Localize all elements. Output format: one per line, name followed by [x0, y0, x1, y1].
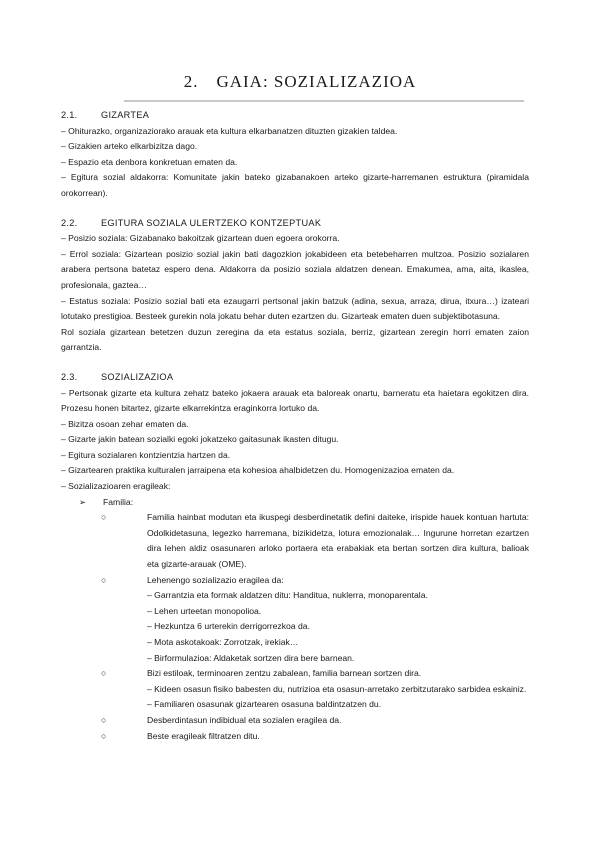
familia-label: Familia:	[103, 496, 134, 507]
title-number: 2.	[183, 72, 199, 91]
document-body	[61, 108, 529, 758]
sublist-item-text: Beste eragileak filtratzen ditu.	[147, 730, 260, 741]
list-item: – Posizio soziala: Gizabanako bakoitzak gizartean duen egoera orokorra.	[61, 233, 340, 244]
circle-bullet-icon: ○	[101, 574, 107, 585]
circle-bullet-icon: ○	[101, 714, 107, 725]
nested-item: – Lehen urteetan monopolioa.	[147, 605, 262, 616]
section-sozializazioa	[61, 370, 529, 744]
sublist-item-text: Desberdintasun indibidual eta sozialen eragilea da.	[147, 714, 342, 725]
nested-item: – Kideen osasun fisiko babesten du, nutrizioa eta osasun-arretako zerbitzutarako sarbidea eskainiz.	[147, 683, 527, 694]
nested-item: – Familiaren osasunak gizartearen osasuna baldintzatzen du.	[147, 699, 382, 710]
section-number: 2.3.	[61, 371, 78, 382]
circle-bullet-icon: ○	[101, 512, 107, 523]
list-item: – Estatus soziala: Posizio sozial bati eta ezaugarri pertsonal jakin batzuk (adina, sexua, arraza, dirua, itxura…) izateari lotutako prestigioa. Besteek gurekin nola jokatu behar duten ezartzen du. Gizarteak ematen duen subjektibotasuna.	[61, 295, 529, 322]
section-title: GIZARTEA	[101, 110, 150, 120]
section-title: SOZIALIZAZIOA	[101, 371, 174, 382]
sublist-item-text: Lehenengo sozializazio eragilea da:	[147, 574, 284, 585]
section-heading	[61, 216, 529, 232]
nested-item: – Birformulazioa: Aldaketak sortzen dira bere barnean.	[147, 652, 355, 663]
list-item: – Gizakien arteko elkarbizitza dago.	[61, 141, 198, 152]
section-number: 2.1.	[61, 110, 78, 120]
arrow-bullet-icon: ➢	[79, 496, 87, 507]
circle-bullet-icon: ○	[101, 730, 107, 741]
page-title	[0, 72, 600, 92]
list-item: – Espazio eta denbora konkretuan ematen da.	[61, 156, 238, 167]
list-item: – Pertsonak gizarte eta kultura zehatz bateko jokaera arauak eta baloreak onartu, barneratu eta haietara egokitzen dira. Prozesu honen bitartez, gizarte elkarrekintza eraginkorra lortuko da.	[61, 387, 529, 414]
sublist-item	[61, 666, 529, 682]
section-title: EGITURA SOZIALA ULERTZEKO KONTZEPTUAK	[101, 217, 322, 228]
nested-item: – Hezkuntza 6 urterekin derrigorrezkoa da.	[147, 621, 310, 632]
circle-bullet-icon: ○	[101, 668, 107, 679]
nested-item: – Mota askotakoak: Zorrotzak, irekiak…	[147, 637, 299, 647]
title-text: GAIA: SOZIALIZAZIOA	[216, 72, 417, 91]
list-item: – Bizitza osoan zehar ematen da.	[61, 418, 189, 429]
familia-item	[61, 495, 529, 511]
sublist-item	[61, 713, 529, 729]
title-divider	[124, 100, 524, 102]
list-item: Rol soziala gizartean betetzen duzun zeregina da eta estatus soziala, berriz, gizartean zeregin horri ematen zaion garrantzia.	[61, 326, 529, 353]
section-egitura-soziala	[61, 216, 529, 356]
list-item: – Gizarte jakin batean sozialki egoki jokatzeko gaitasunak ikasten ditugu.	[61, 434, 339, 445]
sublist-item-text: Bizi estiloak, terminoaren zentzu zabalean, familia barnean sortzen dira.	[147, 668, 422, 679]
sublist-item	[61, 729, 529, 745]
section-gizartea	[61, 108, 529, 202]
nested-item: – Garrantzia eta formak aldatzen ditu: Handitua, nuklerra, monoparentala.	[147, 590, 428, 601]
section-number: 2.2.	[61, 217, 78, 228]
list-item: – Errol soziala: Gizartean posizio sozial jakin bati dagozkion jokabideen eta betebeharren multzoa. Posizio sozialaren arabera pertsona batetaz espero dena. Aldakorra da posizio soziala aldatzen denean. Emakumea, ama, aita, ikaslea, profesionala, gaztea…	[61, 248, 529, 290]
list-item: – Gizartearen praktika kulturalen jarraipena eta kohesioa ahalbidetzen du. Homogenizazioa ematen da.	[61, 465, 455, 476]
list-item: – Egitura sozial aldakorra: Komunitate jakin bateko gizabanakoen arteko gizarte-harremanen estruktura (piramidala orokorrean).	[61, 172, 529, 198]
sublist-item	[61, 573, 529, 589]
sublist-item	[61, 510, 529, 572]
section-heading	[61, 108, 529, 124]
list-item: – Sozializazioaren eragileak:	[61, 481, 171, 492]
sublist-item-text: Familia hainbat modutan eta ikuspegi desberdinetatik defini daiteke, irispide hauek kontuan hartuta: Odolkidetasuna, legezko harremana, bizikidetza, lotura emozionalak… Ingurune horretan ezartzen dira lehen aldiz osasunaren arloko portaera eta erabakiak eta bertan sortzen dira kultura, balioak eta gizarte-arauak (OME).	[147, 512, 529, 570]
list-item: – Egitura sozialaren kontzientzia hartzen da.	[61, 449, 231, 460]
section-heading	[61, 370, 529, 386]
list-item: – Ohiturazko, organizaziorako arauak eta kultura elkarbanatzen dituzten gizakien taldea.	[61, 125, 398, 136]
